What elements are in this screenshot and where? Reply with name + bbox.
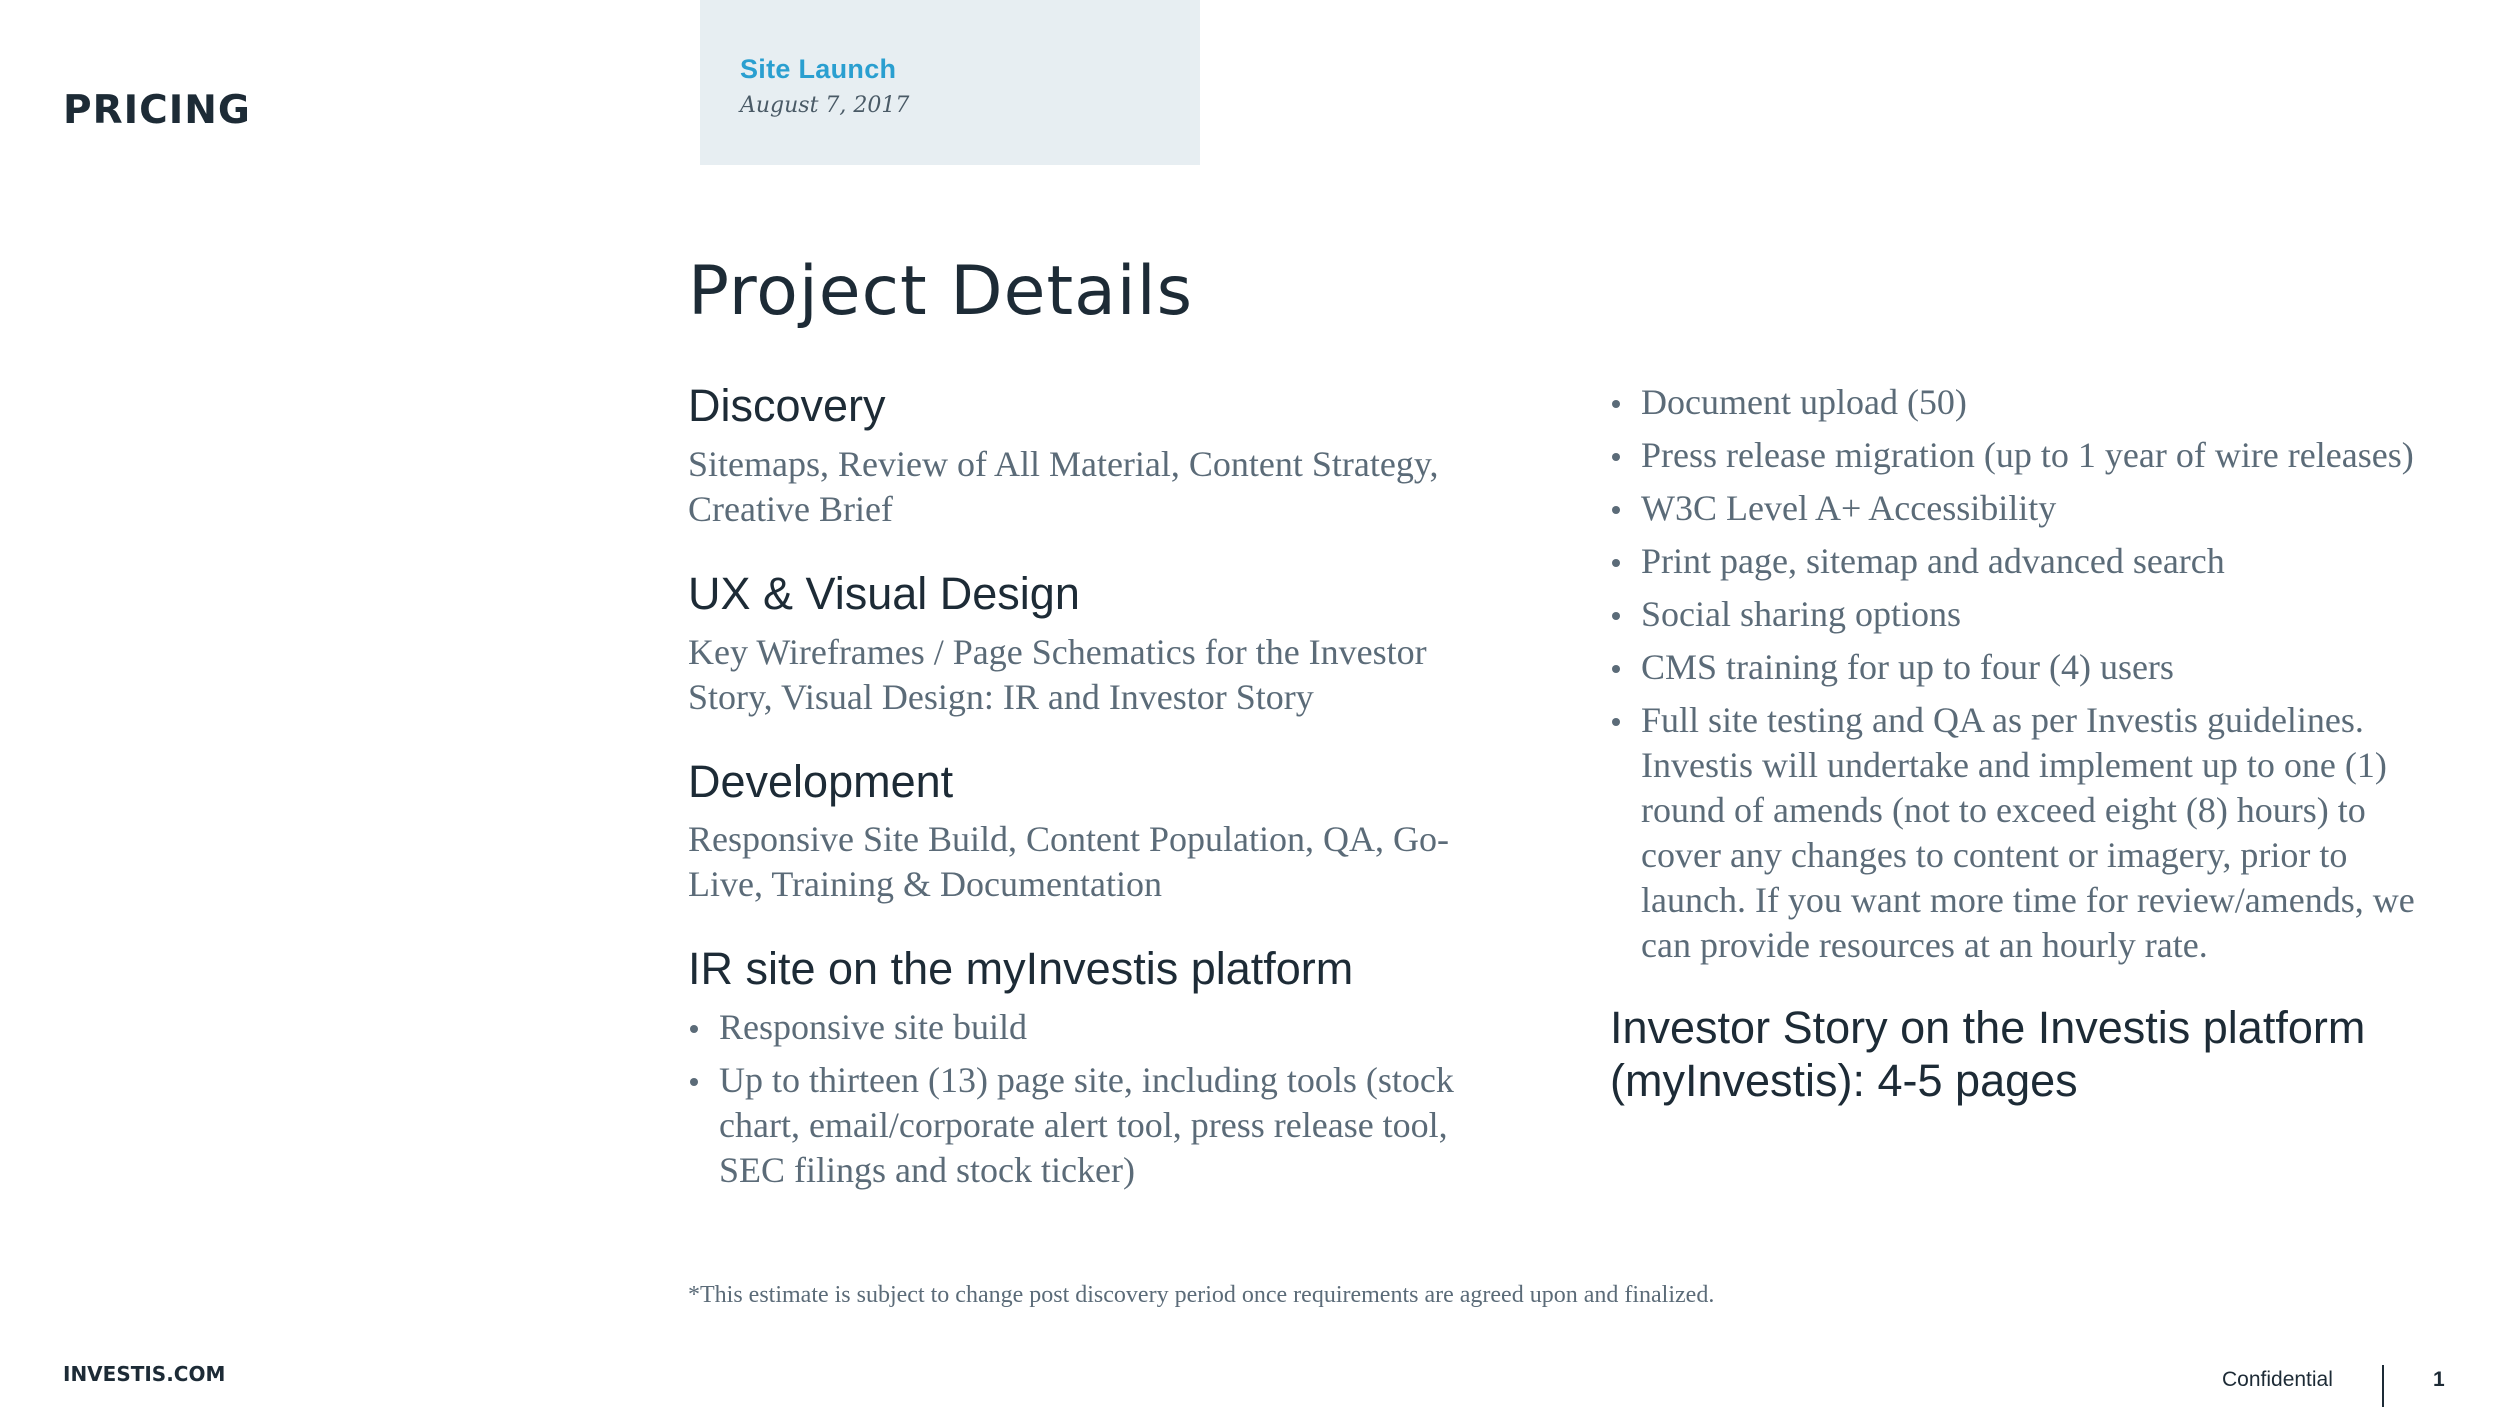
launch-title: Site Launch [740,54,897,84]
page-number: 1 [2433,1368,2445,1391]
list-item: W3C Level A+ Accessibility [1610,486,2440,531]
investor-story-heading: Investor Story on the Investis platform (myInvestis): 4-5 pages [1610,1002,2366,1106]
footnote: *This estimate is subject to change post discovery period once requirements are agreed upon and finalized. [688,1282,1715,1308]
section-heading: Discovery [688,380,886,431]
section-heading: Development [688,755,954,807]
site-launch-card [700,0,1200,165]
section-body: Responsive Site Build, Content Population, QA, Go-Live, Training & Documentation [688,819,1449,905]
list-item: Social sharing options [1610,592,2440,637]
ir-site-section [688,943,1488,1193]
footer-brand-link[interactable]: INVESTIS.COM [63,1362,226,1386]
ux-visual-design-section [688,568,1488,720]
list-item: CMS training for up to four (4) users [1610,645,2440,690]
list-item: Print page, sitemap and advanced search [1610,539,2440,584]
discovery-section [688,380,1488,532]
list-item: Press release migration (up to 1 year of wire releases) [1610,433,2440,478]
list-item: Full site testing and QA as per Investis guidelines. Investis will undertake and implement up to one (1) round of amends (not to exceed eight (8) hours) to cover any changes to content or imagery, prior to launch. If you want more time for review/amends, we can provide resources at an hourly rate. [1610,698,2440,968]
section-body: Sitemaps, Review of All Material, Content Strategy, Creative Brief [688,443,1439,529]
section-body: Key Wireframes / Page Schematics for the Investor Story, Visual Design: IR and Investor Story [688,631,1427,717]
list-item: Responsive site build [688,1005,1488,1050]
left-column [688,380,1488,1201]
section-heading: UX & Visual Design [688,567,1080,619]
page-title: Project Details [688,252,1194,331]
section-label: PRICING [63,88,251,133]
ir-site-bullet-list [688,1005,1488,1193]
right-column [1610,380,2440,1107]
list-item: Document upload (50) [1610,380,2440,425]
launch-date: August 7, 2017 [740,93,910,118]
list-item: Up to thirteen (13) page site, including tools (stock chart, email/corporate alert tool, press release tool, SEC filings and stock ticker) [688,1058,1488,1193]
section-heading: IR site on the myInvestis platform [688,943,1354,995]
footer-divider [2382,1365,2384,1407]
development-section [688,756,1488,908]
confidential-label: Confidential [2222,1368,2333,1391]
deliverables-bullet-list [1610,380,2440,968]
